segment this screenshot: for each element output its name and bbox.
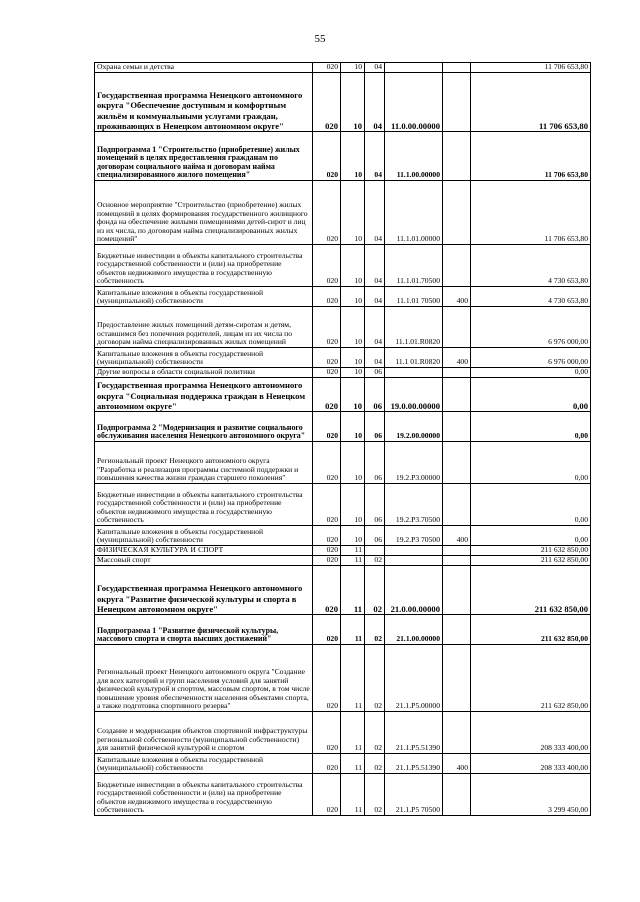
- table-row: [95, 63, 591, 73]
- row-target-article: 11.1.01 70500: [385, 287, 443, 307]
- row-section-code: 10: [341, 132, 365, 181]
- row-amount: 6 976 000,00: [471, 307, 591, 348]
- row-section-code: 11: [341, 546, 365, 556]
- row-amount: 6 976 000,00: [471, 348, 591, 368]
- table-row: [95, 73, 591, 132]
- row-expense-type: [443, 442, 471, 484]
- row-subsection-code: 02: [365, 774, 385, 816]
- row-grbs-code: 020: [313, 73, 341, 132]
- row-expense-type: [443, 307, 471, 348]
- row-amount: 211 632 850,00: [471, 615, 591, 645]
- table-row: [95, 754, 591, 774]
- row-target-article: 19.0.00.00000: [385, 378, 443, 412]
- row-target-article: 21.1.P5.51390: [385, 712, 443, 754]
- row-amount: 0,00: [471, 526, 591, 546]
- row-amount: 208 333 400,00: [471, 712, 591, 754]
- row-subsection-code: 04: [365, 132, 385, 181]
- row-section-code: 10: [341, 368, 365, 378]
- row-grbs-code: 020: [313, 378, 341, 412]
- row-amount: 0,00: [471, 442, 591, 484]
- row-target-article: 21.0.00.00000: [385, 566, 443, 615]
- table-row: [95, 442, 591, 484]
- row-grbs-code: 020: [313, 132, 341, 181]
- row-name: Капитальные вложения в объекты государственной (муниципальной) собственности: [95, 754, 313, 774]
- row-subsection-code: 06: [365, 368, 385, 378]
- row-expense-type: 400: [443, 526, 471, 546]
- row-amount: 211 632 850,00: [471, 566, 591, 615]
- row-expense-type: [443, 181, 471, 245]
- table-row: [95, 615, 591, 645]
- row-amount: 211 632 850,00: [471, 546, 591, 556]
- row-section-code: 10: [341, 73, 365, 132]
- row-name: Государственная программа Ненецкого автономного округа "Обеспечение доступным и комфортным жильём и коммунальными услугами граждан, проживающих в Ненецком автономном округе": [95, 73, 313, 132]
- row-name: Создание и модернизация объектов спортивной инфраструктуры региональной собственности (муниципальной собственности) для занятий физической культурой и спортом: [95, 712, 313, 754]
- row-expense-type: [443, 245, 471, 287]
- row-section-code: 11: [341, 566, 365, 615]
- row-subsection-code: 06: [365, 442, 385, 484]
- row-name: Региональный проект Ненецкого автономного округа "Разработка и реализация программы системной поддержки и повышения качества жизни граждан старшего поколения": [95, 442, 313, 484]
- table-row: [95, 566, 591, 615]
- row-section-code: 10: [341, 63, 365, 73]
- row-name: Другие вопросы в области социальной политики: [95, 368, 313, 378]
- row-amount: 11 706 653,80: [471, 73, 591, 132]
- row-amount: 11 706 653,80: [471, 181, 591, 245]
- row-target-article: 19.2.P3 70500: [385, 526, 443, 546]
- row-expense-type: [443, 368, 471, 378]
- row-section-code: 11: [341, 615, 365, 645]
- row-subsection-code: 04: [365, 181, 385, 245]
- row-name: Предоставление жилых помещений детям-сиротам и детям, оставшимся без попечения родителей, лицам из их числа по договорам найма специализированных жилых помещений: [95, 307, 313, 348]
- row-expense-type: [443, 546, 471, 556]
- row-expense-type: [443, 615, 471, 645]
- row-section-code: 11: [341, 754, 365, 774]
- budget-table-body: [95, 63, 591, 816]
- row-grbs-code: 020: [313, 368, 341, 378]
- row-section-code: 10: [341, 412, 365, 442]
- row-section-code: 10: [341, 484, 365, 526]
- row-amount: 3 299 450,00: [471, 774, 591, 816]
- row-expense-type: [443, 566, 471, 615]
- row-subsection-code: 06: [365, 378, 385, 412]
- row-expense-type: 400: [443, 287, 471, 307]
- row-grbs-code: 020: [313, 63, 341, 73]
- row-grbs-code: 020: [313, 774, 341, 816]
- row-section-code: 11: [341, 774, 365, 816]
- row-name: Основное мероприятие "Строительство (приобретение) жилых помещений в целях формирования государственного жилищного фонда на обеспечение жилыми помещениями детей-сирот и лиц из их числа, по договорам найма специализированных жилых помещений": [95, 181, 313, 245]
- row-target-article: 21.1.P5 70500: [385, 774, 443, 816]
- row-subsection-code: 02: [365, 712, 385, 754]
- table-row: [95, 307, 591, 348]
- row-target-article: 19.2.P3.70500: [385, 484, 443, 526]
- table-row: [95, 712, 591, 754]
- row-section-code: 11: [341, 556, 365, 566]
- row-expense-type: [443, 484, 471, 526]
- row-amount: 211 632 850,00: [471, 645, 591, 712]
- row-target-article: 19.2.00.00000: [385, 412, 443, 442]
- table-row: [95, 645, 591, 712]
- row-expense-type: [443, 132, 471, 181]
- row-target-article: 11.1.00.00000: [385, 132, 443, 181]
- row-name: Массовый спорт: [95, 556, 313, 566]
- row-grbs-code: 020: [313, 181, 341, 245]
- row-section-code: 10: [341, 287, 365, 307]
- row-name: Бюджетные инвестиции в объекты капитального строительства государственной собственности и (или) на приобретение объектов недвижимого имущества в государственную собственность: [95, 484, 313, 526]
- row-name: Бюджетные инвестиции в объекты капитального строительства государственной собственности и (или) на приобретение объектов недвижимого имущества в государственную собственность: [95, 774, 313, 816]
- row-target-article: 11.0.00.00000: [385, 73, 443, 132]
- row-name: Подпрограмма 2 "Модернизация и развитие социального обслуживания населения Ненецкого автономного округа": [95, 412, 313, 442]
- table-row: [95, 774, 591, 816]
- row-amount: 208 333 400,00: [471, 754, 591, 774]
- row-grbs-code: 020: [313, 712, 341, 754]
- table-row: [95, 378, 591, 412]
- row-name: Бюджетные инвестиции в объекты капитального строительства государственной собственности и (или) на приобретение объектов недвижимого имущества в государственную собственность: [95, 245, 313, 287]
- row-expense-type: [443, 556, 471, 566]
- row-section-code: 10: [341, 526, 365, 546]
- row-amount: 0,00: [471, 412, 591, 442]
- row-amount: 0,00: [471, 484, 591, 526]
- row-amount: 4 730 653,80: [471, 245, 591, 287]
- row-amount: 11 706 653,80: [471, 63, 591, 73]
- row-section-code: 11: [341, 645, 365, 712]
- row-grbs-code: 020: [313, 754, 341, 774]
- table-row: [95, 556, 591, 566]
- row-name: Подпрограмма 1 "Развитие физической культуры, массового спорта и спорта высших достижений": [95, 615, 313, 645]
- row-expense-type: 400: [443, 754, 471, 774]
- table-row: [95, 181, 591, 245]
- row-subsection-code: 06: [365, 412, 385, 442]
- row-expense-type: [443, 645, 471, 712]
- row-target-article: [385, 368, 443, 378]
- row-name: Охрана семьи и детства: [95, 63, 313, 73]
- row-target-article: 21.1.P5.00000: [385, 645, 443, 712]
- row-target-article: [385, 63, 443, 73]
- row-target-article: 21.1.00.00000: [385, 615, 443, 645]
- table-row: [95, 245, 591, 287]
- row-name: Государственная программа Ненецкого автономного округа "Социальная поддержка граждан в Ненецком автономном округе": [95, 378, 313, 412]
- row-amount: 4 730 653,80: [471, 287, 591, 307]
- row-target-article: 19.2.P3.00000: [385, 442, 443, 484]
- row-amount: 11 706 653,80: [471, 132, 591, 181]
- row-subsection-code: 04: [365, 63, 385, 73]
- row-name: Капитальные вложения в объекты государственной (муниципальной) собственности: [95, 526, 313, 546]
- table-row: [95, 526, 591, 546]
- row-target-article: 11.1.01.00000: [385, 181, 443, 245]
- row-name: Капитальные вложения в объекты государственной (муниципальной) собственности: [95, 348, 313, 368]
- row-section-code: 10: [341, 378, 365, 412]
- row-expense-type: [443, 774, 471, 816]
- row-name: Региональный проект Ненецкого автономного округа "Создание для всех категорий и групп населения условий для занятий физической культурой и спортом, массовым спортом, в том числе повышение уровня обеспеченности населения объектами спорта, а также подготовка спортивного резерва": [95, 645, 313, 712]
- table-row: [95, 484, 591, 526]
- row-expense-type: [443, 378, 471, 412]
- row-amount: 211 632 850,00: [471, 556, 591, 566]
- row-subsection-code: 04: [365, 307, 385, 348]
- row-grbs-code: 020: [313, 484, 341, 526]
- table-row: [95, 412, 591, 442]
- row-grbs-code: 020: [313, 287, 341, 307]
- row-grbs-code: 020: [313, 412, 341, 442]
- budget-table: [94, 62, 591, 816]
- row-grbs-code: 020: [313, 615, 341, 645]
- row-section-code: 10: [341, 181, 365, 245]
- row-name: Государственная программа Ненецкого автономного округа "Развитие физической культуры и спорта в Ненецком автономном округе": [95, 566, 313, 615]
- row-amount: 0,00: [471, 378, 591, 412]
- row-target-article: 21.1.P5.51390: [385, 754, 443, 774]
- row-name: ФИЗИЧЕСКАЯ КУЛЬТУРА И СПОРТ: [95, 546, 313, 556]
- table-row: [95, 287, 591, 307]
- row-section-code: 10: [341, 348, 365, 368]
- row-grbs-code: 020: [313, 245, 341, 287]
- row-expense-type: [443, 412, 471, 442]
- row-subsection-code: 04: [365, 348, 385, 368]
- row-subsection-code: [365, 546, 385, 556]
- row-target-article: 11.1.01.70500: [385, 245, 443, 287]
- row-grbs-code: 020: [313, 307, 341, 348]
- row-name: Капитальные вложения в объекты государственной (муниципальной) собственности: [95, 287, 313, 307]
- row-expense-type: [443, 63, 471, 73]
- table-row: [95, 368, 591, 378]
- row-subsection-code: 02: [365, 566, 385, 615]
- row-subsection-code: 06: [365, 484, 385, 526]
- row-target-article: [385, 546, 443, 556]
- row-target-article: 11.1 01.R0820: [385, 348, 443, 368]
- row-subsection-code: 02: [365, 754, 385, 774]
- row-grbs-code: 020: [313, 556, 341, 566]
- row-target-article: 11.1.01.R0820: [385, 307, 443, 348]
- row-expense-type: 400: [443, 348, 471, 368]
- row-amount: 0,00: [471, 368, 591, 378]
- row-grbs-code: 020: [313, 546, 341, 556]
- row-subsection-code: 02: [365, 556, 385, 566]
- row-grbs-code: 020: [313, 566, 341, 615]
- row-section-code: 10: [341, 245, 365, 287]
- table-row: [95, 546, 591, 556]
- row-grbs-code: 020: [313, 442, 341, 484]
- row-subsection-code: 04: [365, 73, 385, 132]
- table-row: [95, 348, 591, 368]
- row-subsection-code: 06: [365, 526, 385, 546]
- row-expense-type: [443, 73, 471, 132]
- row-grbs-code: 020: [313, 348, 341, 368]
- row-subsection-code: 04: [365, 287, 385, 307]
- row-target-article: [385, 556, 443, 566]
- row-subsection-code: 02: [365, 645, 385, 712]
- row-section-code: 10: [341, 307, 365, 348]
- row-section-code: 10: [341, 442, 365, 484]
- row-grbs-code: 020: [313, 526, 341, 546]
- table-row: [95, 132, 591, 181]
- row-expense-type: [443, 712, 471, 754]
- row-name: Подпрограмма 1 "Строительство (приобретение) жилых помещений в целях предоставления гражданам по договорам социального найма и договорам найма специализированного жилого помещения": [95, 132, 313, 181]
- row-section-code: 11: [341, 712, 365, 754]
- row-subsection-code: 04: [365, 245, 385, 287]
- row-grbs-code: 020: [313, 645, 341, 712]
- page-number: 55: [314, 33, 326, 45]
- row-subsection-code: 02: [365, 615, 385, 645]
